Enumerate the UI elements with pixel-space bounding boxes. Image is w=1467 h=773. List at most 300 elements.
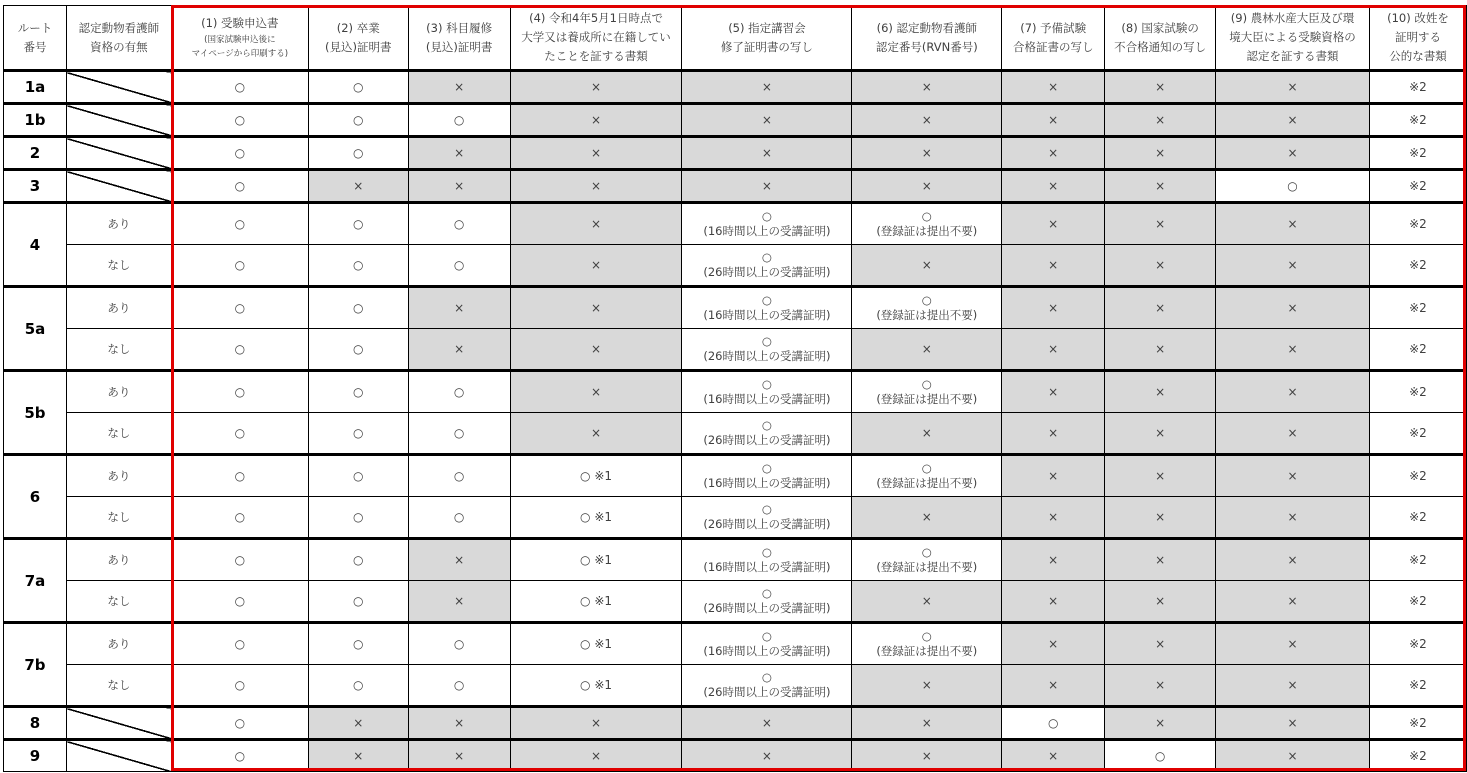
requirement-mark: ※2 — [1409, 179, 1427, 193]
requirement-cell — [171, 665, 308, 707]
column-header-line: (2) 卒業 — [336, 20, 380, 35]
requirement-mark: ○ — [352, 113, 364, 127]
column-header-line: (1) 受験申込書 — [201, 16, 279, 30]
requirement-mark: ○ — [234, 80, 246, 94]
requirement-note: (登録証は提出不要) — [876, 392, 978, 406]
requirement-cell — [1369, 455, 1466, 497]
requirement-cell — [852, 137, 1002, 170]
requirement-cell — [408, 623, 510, 665]
requirement-mark: ※2 — [1409, 426, 1427, 440]
requirement-cell — [852, 170, 1002, 203]
requirement-mark: × — [1287, 217, 1298, 231]
requirement-cell — [682, 104, 852, 137]
column-header — [1369, 6, 1466, 71]
requirement-mark: × — [1287, 553, 1298, 567]
requirement-mark: ○ — [234, 217, 246, 231]
requirement-cell — [1216, 371, 1370, 413]
not-applicable-cell — [66, 137, 171, 170]
requirement-mark: × — [1048, 749, 1059, 763]
table-row — [4, 287, 1467, 329]
requirement-cell — [408, 497, 510, 539]
requirement-note: (26時間以上の受講証明) — [703, 265, 831, 279]
column-header-line: (見込)証明書 — [324, 39, 392, 54]
column-header — [4, 6, 67, 71]
requirement-mark: ○ — [234, 749, 246, 763]
requirement-cell — [1002, 707, 1105, 740]
requirement-mark: ○ — [1047, 716, 1059, 730]
requirement-cell — [682, 665, 852, 707]
requirement-mark: × — [1048, 469, 1059, 483]
route-number: 6 — [4, 455, 67, 539]
route-number: 5a — [4, 287, 67, 371]
requirement-mark: × — [921, 342, 932, 356]
requirement-cell — [171, 245, 308, 287]
requirement-cell — [1369, 245, 1466, 287]
requirement-mark: × — [1287, 258, 1298, 272]
requirement-note: (登録証は提出不要) — [876, 308, 978, 322]
requirement-cell — [1002, 371, 1105, 413]
column-header-note: マイページから印刷する) — [191, 49, 289, 59]
requirement-cell — [171, 497, 308, 539]
requirement-cell — [682, 245, 852, 287]
requirement-cell — [171, 623, 308, 665]
requirement-cell — [682, 203, 852, 245]
table-row — [4, 203, 1467, 245]
qualification-status: あり — [66, 623, 171, 665]
requirement-mark: ○ — [352, 553, 364, 567]
requirement-mark: × — [1155, 716, 1166, 730]
requirement-cell — [852, 740, 1002, 772]
table-row — [4, 623, 1467, 665]
requirement-cell — [1002, 287, 1105, 329]
requirement-note: (16時間以上の受講証明) — [703, 644, 831, 658]
requirement-mark: ○ — [234, 146, 246, 160]
qualification-status: なし — [66, 497, 171, 539]
requirement-cell — [408, 581, 510, 623]
requirement-mark: × — [591, 217, 602, 231]
column-header-line: (見込)証明書 — [425, 39, 493, 54]
requirement-mark: × — [591, 426, 602, 440]
requirement-cell — [682, 740, 852, 772]
requirement-cell — [682, 707, 852, 740]
requirement-cell — [510, 71, 682, 104]
requirement-mark: × — [1155, 426, 1166, 440]
requirement-cell — [1216, 707, 1370, 740]
requirement-mark: ○ — [234, 258, 246, 272]
requirement-mark: ○ — [352, 469, 364, 483]
requirements-table-container — [3, 5, 1467, 772]
requirement-cell — [408, 287, 510, 329]
requirement-cell — [1105, 581, 1216, 623]
requirement-mark: ○ — [453, 678, 465, 692]
column-header-line: 認定動物看護師 — [78, 20, 160, 35]
requirement-mark: ○ ※1 — [580, 678, 613, 692]
requirement-mark: ○ — [453, 113, 465, 127]
requirement-mark: ○ — [234, 594, 246, 608]
requirement-cell — [308, 539, 408, 581]
requirement-cell — [1105, 497, 1216, 539]
requirement-cell — [171, 371, 308, 413]
requirement-mark: ○ — [352, 678, 364, 692]
requirement-mark: × — [591, 80, 602, 94]
requirement-mark: ○ — [352, 301, 364, 315]
requirement-mark: × — [1287, 80, 1298, 94]
requirement-mark: × — [1155, 258, 1166, 272]
requirement-mark: ○ — [453, 469, 465, 483]
column-header — [510, 6, 682, 71]
requirement-mark: × — [1048, 637, 1059, 651]
requirement-mark: × — [1155, 594, 1166, 608]
requirement-cell — [1002, 665, 1105, 707]
not-applicable-cell — [66, 707, 171, 740]
requirement-cell — [1369, 707, 1466, 740]
requirement-cell — [171, 581, 308, 623]
requirement-cell — [408, 455, 510, 497]
requirement-cell — [1369, 623, 1466, 665]
requirement-cell — [1105, 203, 1216, 245]
requirement-mark: × — [1155, 179, 1166, 193]
requirement-mark: × — [921, 426, 932, 440]
requirement-mark: × — [454, 553, 465, 567]
requirement-cell — [1002, 203, 1105, 245]
requirement-mark: ○ — [1287, 179, 1298, 193]
route-number: 9 — [4, 740, 67, 772]
requirement-cell — [408, 413, 510, 455]
qualification-status: なし — [66, 665, 171, 707]
requirement-mark: ○ ※1 — [580, 594, 613, 608]
requirement-mark: ○ — [352, 594, 364, 608]
requirement-mark: × — [921, 594, 932, 608]
requirement-mark: × — [1155, 678, 1166, 692]
requirement-cell — [1216, 497, 1370, 539]
requirement-cell — [510, 413, 682, 455]
table-row — [4, 455, 1467, 497]
requirement-cell — [682, 413, 852, 455]
requirement-cell — [308, 413, 408, 455]
requirement-cell — [852, 497, 1002, 539]
requirement-cell — [682, 71, 852, 104]
requirement-cell — [510, 497, 682, 539]
requirement-mark: × — [454, 716, 465, 730]
requirement-cell — [1105, 329, 1216, 371]
requirement-mark: ○ — [352, 217, 364, 231]
requirement-mark: ○ ※1 — [580, 637, 613, 651]
requirement-cell — [308, 707, 408, 740]
requirement-mark: × — [454, 179, 465, 193]
requirement-mark: ○ — [453, 637, 465, 651]
requirement-cell — [1216, 71, 1370, 104]
requirement-mark: ※2 — [1409, 301, 1427, 315]
requirement-mark: ○ — [234, 179, 246, 193]
qualification-status: あり — [66, 203, 171, 245]
column-header-line: 大学又は養成所に在籍してい — [521, 30, 671, 44]
requirement-mark: × — [1155, 637, 1166, 651]
requirement-cell — [1216, 245, 1370, 287]
document-requirements-table — [3, 5, 1467, 772]
requirement-note: (16時間以上の受講証明) — [703, 560, 831, 574]
requirement-cell — [852, 455, 1002, 497]
requirement-mark: × — [1048, 553, 1059, 567]
requirement-mark: × — [761, 179, 772, 193]
requirement-mark: × — [1048, 678, 1059, 692]
requirement-note: (26時間以上の受講証明) — [703, 517, 831, 531]
requirement-cell — [852, 539, 1002, 581]
column-header — [1002, 6, 1105, 71]
requirement-mark: × — [921, 678, 932, 692]
requirement-cell — [308, 287, 408, 329]
requirement-mark: × — [1287, 426, 1298, 440]
requirement-mark: ○ — [234, 510, 246, 524]
qualification-status: なし — [66, 245, 171, 287]
requirement-mark: × — [454, 749, 465, 763]
requirement-mark: ※2 — [1409, 80, 1427, 94]
route-number: 5b — [4, 371, 67, 455]
requirement-mark: × — [761, 113, 772, 127]
requirement-cell — [1369, 740, 1466, 772]
requirement-cell — [682, 287, 852, 329]
requirement-mark: ※2 — [1409, 510, 1427, 524]
requirement-mark: ○ — [453, 258, 465, 272]
requirement-mark: ○ — [234, 301, 246, 315]
column-header-line: (4) 令和4年5月1日時点で — [529, 11, 663, 25]
requirement-cell — [510, 203, 682, 245]
column-header — [66, 6, 171, 71]
requirement-cell — [1105, 71, 1216, 104]
requirement-cell — [308, 665, 408, 707]
requirement-cell — [852, 665, 1002, 707]
requirement-cell — [1369, 539, 1466, 581]
not-applicable-cell — [66, 71, 171, 104]
requirement-cell — [682, 497, 852, 539]
requirement-mark: ○ — [921, 545, 932, 559]
table-row — [4, 104, 1467, 137]
column-header — [1105, 6, 1216, 71]
requirement-cell — [852, 413, 1002, 455]
requirement-mark: × — [1048, 113, 1059, 127]
requirement-mark: ○ — [234, 385, 246, 399]
requirement-mark: ○ — [1154, 749, 1166, 763]
requirement-mark: ○ ※1 — [580, 469, 613, 483]
qualification-status: あり — [66, 455, 171, 497]
requirement-cell — [510, 104, 682, 137]
requirement-mark: × — [1048, 301, 1059, 315]
requirement-mark: × — [1287, 510, 1298, 524]
column-header-line: 合格証書の写し — [1012, 39, 1094, 54]
route-number: 3 — [4, 170, 67, 203]
qualification-status: なし — [66, 413, 171, 455]
requirement-cell — [171, 104, 308, 137]
requirement-cell — [682, 539, 852, 581]
requirement-note: (26時間以上の受講証明) — [703, 685, 831, 699]
requirement-cell — [852, 287, 1002, 329]
route-number: 7b — [4, 623, 67, 707]
column-header-line: ルート — [17, 20, 53, 35]
requirement-cell — [171, 287, 308, 329]
requirement-mark: ○ — [234, 637, 246, 651]
table-row — [4, 371, 1467, 413]
column-header-line: 証明する — [1394, 30, 1441, 44]
requirement-note: (登録証は提出不要) — [876, 560, 978, 574]
requirement-cell — [1002, 245, 1105, 287]
requirement-mark: ○ — [352, 146, 364, 160]
requirement-mark: ○ — [453, 426, 465, 440]
requirement-mark: × — [1048, 258, 1059, 272]
column-header-line: (10) 改姓を — [1387, 11, 1449, 25]
requirement-cell — [1105, 104, 1216, 137]
requirement-mark: × — [1155, 217, 1166, 231]
requirement-mark: × — [1287, 146, 1298, 160]
requirement-cell — [1369, 497, 1466, 539]
requirement-cell — [1105, 170, 1216, 203]
requirement-mark: × — [761, 749, 772, 763]
requirement-cell — [1369, 287, 1466, 329]
requirement-mark: × — [454, 342, 465, 356]
requirement-mark: × — [591, 258, 602, 272]
table-row — [4, 137, 1467, 170]
requirement-cell — [852, 329, 1002, 371]
requirement-mark: × — [353, 179, 364, 193]
requirement-mark: ○ — [921, 293, 932, 307]
requirement-mark: ※2 — [1409, 749, 1427, 763]
requirement-mark: × — [921, 146, 932, 160]
requirement-note: (16時間以上の受講証明) — [703, 308, 831, 322]
requirement-cell — [510, 137, 682, 170]
requirement-cell — [408, 707, 510, 740]
requirement-cell — [510, 623, 682, 665]
requirement-mark: ○ — [234, 678, 246, 692]
requirement-cell — [171, 413, 308, 455]
requirement-cell — [308, 104, 408, 137]
requirement-mark: ○ — [453, 510, 465, 524]
requirement-cell — [682, 371, 852, 413]
column-header-line: (9) 農林水産大臣及び環 — [1230, 11, 1355, 25]
requirement-mark: ○ — [352, 385, 364, 399]
requirement-cell — [852, 245, 1002, 287]
requirement-mark: ○ — [921, 629, 932, 643]
requirement-cell — [1105, 740, 1216, 772]
requirement-mark: × — [1287, 342, 1298, 356]
requirement-mark: × — [1048, 385, 1059, 399]
requirement-mark: × — [761, 716, 772, 730]
requirement-note: (登録証は提出不要) — [876, 224, 978, 238]
requirement-cell — [510, 539, 682, 581]
requirement-cell — [171, 203, 308, 245]
requirement-cell — [1216, 623, 1370, 665]
column-header-line: 認定を証する書類 — [1246, 49, 1339, 63]
table-row — [4, 170, 1467, 203]
requirement-mark: × — [1048, 80, 1059, 94]
requirement-mark: × — [1287, 301, 1298, 315]
requirement-cell — [1369, 329, 1466, 371]
requirement-cell — [1002, 740, 1105, 772]
column-header-line: (8) 国家試験の — [1121, 20, 1199, 35]
requirement-mark: × — [1287, 637, 1298, 651]
requirement-note: (26時間以上の受講証明) — [703, 601, 831, 615]
requirement-cell — [682, 329, 852, 371]
requirement-cell — [510, 329, 682, 371]
requirement-mark: ○ — [761, 377, 772, 391]
requirement-mark: ○ — [921, 377, 932, 391]
not-applicable-cell — [66, 104, 171, 137]
not-applicable-cell — [66, 170, 171, 203]
requirement-note: (16時間以上の受講証明) — [703, 392, 831, 406]
requirement-mark: × — [1287, 716, 1298, 730]
requirement-mark: ○ — [761, 334, 772, 348]
requirement-mark: × — [1287, 678, 1298, 692]
requirement-mark: ※2 — [1409, 594, 1427, 608]
table-row — [4, 665, 1467, 707]
requirement-mark: × — [1048, 342, 1059, 356]
requirement-mark: × — [1155, 510, 1166, 524]
requirement-cell — [510, 371, 682, 413]
column-header — [852, 6, 1002, 71]
route-number: 4 — [4, 203, 67, 287]
table-row — [4, 329, 1467, 371]
header-row — [4, 6, 1467, 71]
requirement-cell — [510, 581, 682, 623]
requirement-mark: ○ ※1 — [580, 553, 613, 567]
requirement-cell — [1369, 137, 1466, 170]
column-header-line: 修了証明書の写し — [720, 39, 813, 54]
column-header-line: 認定番号(RVN番号) — [875, 39, 978, 54]
requirement-mark: ※2 — [1409, 258, 1427, 272]
requirement-cell — [1216, 287, 1370, 329]
requirement-mark: × — [591, 146, 602, 160]
requirement-cell — [510, 245, 682, 287]
column-header-line: 不合格通知の写し — [1114, 39, 1207, 54]
requirement-mark: ○ ※1 — [580, 510, 613, 524]
requirement-mark: ○ — [352, 510, 364, 524]
requirement-cell — [1216, 170, 1370, 203]
requirement-mark: × — [353, 749, 364, 763]
requirement-cell — [1002, 455, 1105, 497]
requirement-cell — [1105, 455, 1216, 497]
requirement-cell — [1369, 104, 1466, 137]
requirement-cell — [1002, 104, 1105, 137]
requirement-mark: × — [454, 80, 465, 94]
requirement-note: (登録証は提出不要) — [876, 476, 978, 490]
requirement-cell — [1105, 371, 1216, 413]
table-row — [4, 497, 1467, 539]
qualification-status: なし — [66, 329, 171, 371]
requirement-cell — [1216, 581, 1370, 623]
requirement-mark: ※2 — [1409, 385, 1427, 399]
requirement-mark: × — [1155, 385, 1166, 399]
qualification-status: あり — [66, 539, 171, 581]
route-number: 2 — [4, 137, 67, 170]
requirement-cell — [1105, 623, 1216, 665]
requirement-mark: × — [1048, 146, 1059, 160]
requirement-cell — [1105, 245, 1216, 287]
qualification-status: なし — [66, 581, 171, 623]
requirement-mark: ○ — [234, 342, 246, 356]
requirement-mark: × — [1048, 217, 1059, 231]
route-number: 8 — [4, 707, 67, 740]
requirement-cell — [1216, 329, 1370, 371]
requirement-cell — [308, 581, 408, 623]
requirement-mark: × — [1155, 342, 1166, 356]
requirement-mark: ○ — [453, 217, 465, 231]
requirement-mark: ○ — [352, 637, 364, 651]
requirement-cell — [408, 329, 510, 371]
requirement-cell — [308, 245, 408, 287]
requirement-mark: ○ — [761, 250, 772, 264]
requirement-mark: ○ — [352, 80, 364, 94]
requirement-cell — [171, 539, 308, 581]
requirement-mark: × — [1287, 749, 1298, 763]
requirement-cell — [1369, 170, 1466, 203]
requirement-cell — [408, 539, 510, 581]
